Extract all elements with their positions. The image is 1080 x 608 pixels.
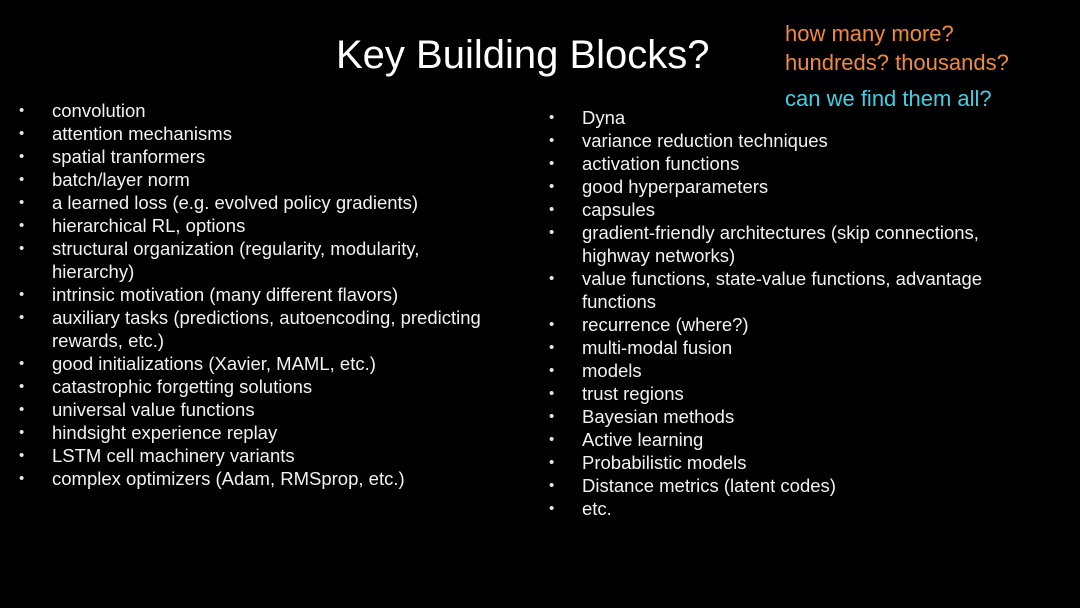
- right-list-item-label: good hyperparameters: [582, 176, 769, 197]
- right-list-item-label: trust regions: [582, 383, 684, 404]
- left-list-item-label: batch/layer norm: [52, 169, 190, 190]
- right-list-item-label: Probabilistic models: [582, 452, 747, 473]
- bullet-icon: •: [19, 217, 25, 234]
- right-list-item: [549, 451, 1032, 474]
- right-list-item: [549, 336, 1032, 359]
- left-list-item-label: universal value functions: [52, 399, 255, 420]
- bullet-icon: •: [549, 270, 555, 287]
- left-list-item-label: auxiliary tasks (predictions, autoencoding, predicting rewards, etc.): [52, 307, 481, 351]
- right-list-item: [549, 359, 1032, 382]
- bullet-icon: •: [549, 339, 555, 356]
- bullet-icon: •: [549, 385, 555, 402]
- bullet-icon: •: [549, 477, 555, 494]
- left-list-item: [19, 375, 482, 398]
- left-list-item-label: complex optimizers (Adam, RMSprop, etc.): [52, 468, 405, 489]
- left-list-item: [19, 122, 482, 145]
- left-list-item: [19, 398, 482, 421]
- bullet-icon: •: [549, 178, 555, 195]
- left-list-item: [19, 168, 482, 191]
- left-list-item-label: catastrophic forgetting solutions: [52, 376, 313, 397]
- right-list-item-label: value functions, state-value functions, advantage functions: [582, 268, 983, 312]
- left-list-item: [19, 214, 482, 237]
- left-list-item-label: hindsight experience replay: [52, 422, 278, 443]
- right-list-item: [549, 198, 1032, 221]
- bullet-icon: •: [19, 309, 25, 326]
- right-list-item-label: multi-modal fusion: [582, 337, 733, 358]
- right-list-item: [549, 497, 1032, 520]
- right-list-item: [549, 313, 1032, 336]
- left-list-item: [19, 352, 482, 375]
- right-list-item-label: variance reduction techniques: [582, 130, 828, 151]
- left-list-item: [19, 467, 482, 490]
- right-list-item-label: Active learning: [582, 429, 704, 450]
- right-list-item-label: recurrence (where?): [582, 314, 749, 335]
- note-find-them-all: can we find them all?: [785, 86, 992, 111]
- left-list-item: [19, 421, 482, 444]
- right-list-item: [549, 405, 1032, 428]
- bullet-icon: •: [19, 378, 25, 395]
- bullet-icon: •: [19, 194, 25, 211]
- bullet-icon: •: [549, 224, 555, 241]
- bullet-icon: •: [549, 316, 555, 333]
- left-list-item: [19, 306, 482, 352]
- bullet-icon: •: [549, 408, 555, 425]
- bullet-icon: •: [19, 148, 25, 165]
- left-list-item-label: LSTM cell machinery variants: [52, 445, 295, 466]
- right-list-item-label: models: [582, 360, 642, 381]
- bullet-icon: •: [19, 424, 25, 441]
- left-list-item: [19, 145, 482, 168]
- bullet-icon: •: [19, 125, 25, 142]
- left-list-item-label: intrinsic motivation (many different flavors): [52, 284, 399, 305]
- bullet-icon: •: [19, 447, 25, 464]
- note-hundreds-thousands: hundreds? thousands?: [785, 50, 1009, 75]
- bullet-icon: •: [19, 401, 25, 418]
- right-list-item-label: gradient-friendly architectures (skip connections, highway networks): [582, 222, 979, 266]
- right-list-item-label: Bayesian methods: [582, 406, 735, 427]
- right-list-item: [549, 221, 1032, 267]
- bullet-icon: •: [549, 155, 555, 172]
- right-list-item: [549, 474, 1032, 497]
- left-list-item-label: structural organization (regularity, modularity, hierarchy): [52, 238, 420, 282]
- left-list-item-label: hierarchical RL, options: [52, 215, 246, 236]
- right-list-item: [549, 428, 1032, 451]
- left-list-item: [19, 191, 482, 214]
- bullet-icon: •: [19, 240, 25, 257]
- right-list-item-label: capsules: [582, 199, 656, 220]
- right-list-item: [549, 175, 1032, 198]
- left-list-item: [19, 444, 482, 467]
- left-list-item-label: good initializations (Xavier, MAML, etc.): [52, 353, 376, 374]
- left-list-item: [19, 237, 482, 283]
- slide-title: Key Building Blocks?: [336, 33, 710, 77]
- bullet-icon: •: [19, 102, 25, 119]
- bullet-icon: •: [549, 109, 555, 126]
- left-list-item-label: a learned loss (e.g. evolved policy gradients): [52, 192, 419, 213]
- bullet-icon: •: [19, 171, 25, 188]
- bullet-icon: •: [549, 201, 555, 218]
- left-bullet-list: [19, 99, 482, 490]
- left-list-item-label: spatial tranformers: [52, 146, 206, 167]
- bullet-icon: •: [549, 431, 555, 448]
- left-list-item-label: convolution: [52, 100, 146, 121]
- bullet-icon: •: [549, 362, 555, 379]
- bullet-icon: •: [19, 286, 25, 303]
- left-list-item: [19, 283, 482, 306]
- right-list-item-label: activation functions: [582, 153, 740, 174]
- note-how-many-more: how many more?: [785, 21, 954, 46]
- right-list-item: [549, 106, 1032, 129]
- right-list-item: [549, 382, 1032, 405]
- right-list-item: [549, 267, 1032, 313]
- bullet-icon: •: [19, 355, 25, 372]
- left-list-item: [19, 99, 482, 122]
- bullet-icon: •: [19, 470, 25, 487]
- right-list-item: [549, 152, 1032, 175]
- bullet-icon: •: [549, 132, 555, 149]
- right-list-item-label: Distance metrics (latent codes): [582, 475, 836, 496]
- right-list-item: [549, 129, 1032, 152]
- left-list-item-label: attention mechanisms: [52, 123, 232, 144]
- right-list-item-label: etc.: [582, 498, 612, 519]
- right-bullet-list: [549, 106, 1032, 520]
- right-list-item-label: Dyna: [582, 107, 626, 128]
- bullet-icon: •: [549, 500, 555, 517]
- bullet-icon: •: [549, 454, 555, 471]
